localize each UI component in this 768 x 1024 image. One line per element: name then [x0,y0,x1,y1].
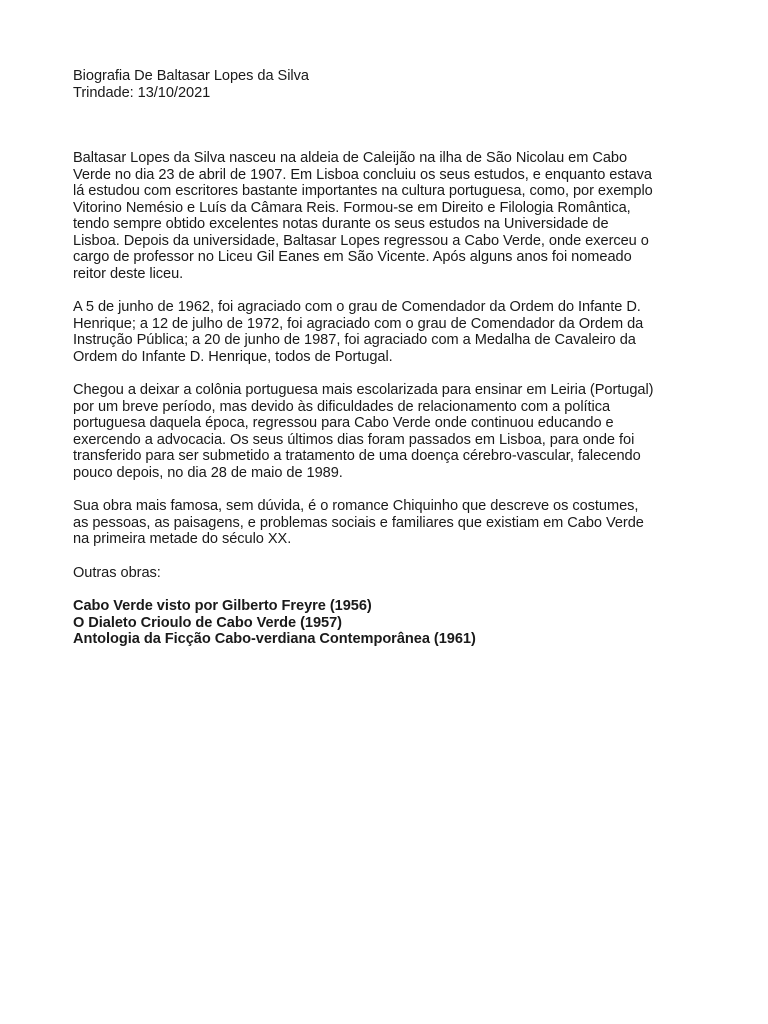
paragraph-line: Ordem do Infante D. Henrique, todos de Portugal. [73,348,393,365]
paragraph-biography [73,150,698,282]
paragraph-line: Henrique; a 12 de julho de 1972, foi agraciado com o grau de Comendador da Ordem da [73,315,644,332]
paragraph-line: A 5 de junho de 1962, foi agraciado com o grau de Comendador da Ordem do Infante D. [73,299,641,315]
paragraph-line: Vitorino Nemésio e Luís da Câmara Reis. Formou-se em Direito e Filologia Romântica, [73,199,631,216]
paragraph-line: cargo de professor no Liceu Gil Eanes em São Vicente. Após alguns anos foi nomeado [73,249,632,265]
paragraph-line: Chegou a deixar a colônia portuguesa mais escolarizada para ensinar em Leiria (Portugal) [73,382,654,398]
paragraph-line: Baltasar Lopes da Silva nasceu na aldeia de Caleijão na ilha de São Nicolau em Cabo [73,150,628,166]
other-work-item: Cabo Verde visto por Gilberto Freyre (1956) [73,598,372,614]
paragraph-line: transferido para ser submetido a tratamento de uma doença cérebro-vascular, falecendo [73,448,641,464]
paragraph-honors [73,299,698,365]
paragraph-line: tendo sempre obtido excelentes notas durante os seus estudos na Universidade de [73,216,609,232]
other-works-list [73,598,698,648]
paragraph-line: pouco depois, no dia 28 de maio de 1989. [73,464,343,481]
paragraph-line: na primeira metade do século XX. [73,531,292,547]
paragraph-line: as pessoas, as paisagens, e problemas sociais e familiares que existiam em Cabo Verde [73,514,644,531]
document-body [73,68,698,648]
paragraph-line: Instrução Pública; a 20 de junho de 1987, foi agraciado com a Medalha de Cavaleiro da [73,332,636,348]
paragraph-line: reitor deste liceu. [73,265,184,282]
other-work-item: Antologia da Ficção Cabo-verdiana Contemporânea (1961) [73,631,476,647]
header-spacer [73,101,698,150]
paragraph-line: Sua obra mais famosa, sem dúvida, é o romance Chiquinho que descreve os costumes, [73,498,639,514]
paragraph-line: Verde no dia 23 de abril de 1907. Em Lisboa concluiu os seus estudos, e enquanto estava [73,166,652,183]
paragraph-later-life [73,382,698,481]
paragraph-line: exercendo a advocacia. Os seus últimos dias foram passados em Lisboa, para onde foi [73,431,635,448]
document-title: Biografia De Baltasar Lopes da Silva [73,68,309,84]
other-work-item: O Dialeto Crioulo de Cabo Verde (1957) [73,614,342,631]
other-works-label: Outras obras: [73,564,161,581]
paragraph-famous-work [73,498,698,548]
paragraph-line: por um breve período, mas devido às dificuldades de relacionamento com a política [73,398,611,415]
paragraph-line: Lisboa. Depois da universidade, Baltasar Lopes regressou a Cabo Verde, onde exerceu o [73,232,649,249]
document-date: Trindade: 13/10/2021 [73,84,211,101]
paragraph-line: lá estudou com escritores bastante importantes na cultura portuguesa, como, por exemplo [73,183,653,199]
paragraph-line: portuguesa daquela época, regressou para Cabo Verde onde continuou educando e [73,415,614,431]
